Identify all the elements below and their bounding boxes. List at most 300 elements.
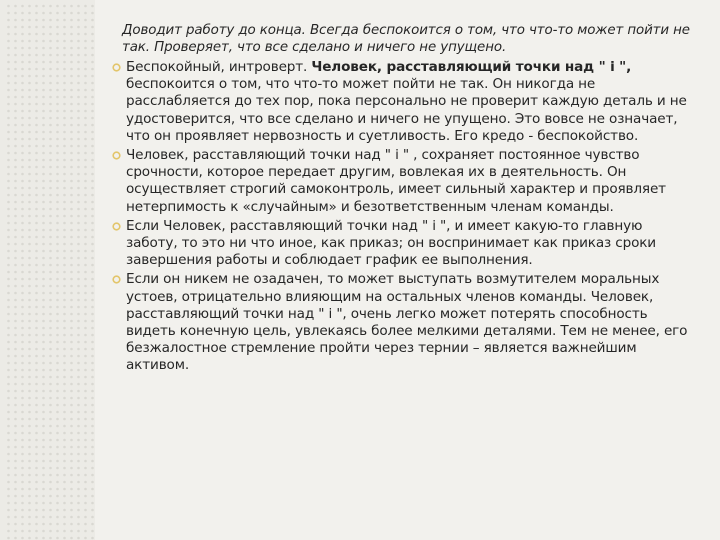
- pattern-dot: [28, 453, 31, 456]
- pattern-dot: [56, 467, 59, 470]
- pattern-dot: [49, 306, 52, 309]
- pattern-dot: [77, 467, 80, 470]
- pattern-dot: [70, 19, 73, 22]
- pattern-dot: [28, 313, 31, 316]
- pattern-dot: [14, 166, 17, 169]
- pattern-dot: [42, 334, 45, 337]
- pattern-dot: [84, 103, 87, 106]
- pattern-dot: [70, 313, 73, 316]
- pattern-dot: [70, 509, 73, 512]
- pattern-dot: [35, 257, 38, 260]
- pattern-dot: [77, 187, 80, 190]
- pattern-dot: [42, 502, 45, 505]
- pattern-dot: [7, 474, 10, 477]
- pattern-dot: [77, 40, 80, 43]
- pattern-dot: [7, 166, 10, 169]
- pattern-dot: [63, 124, 66, 127]
- pattern-dot: [56, 411, 59, 414]
- pattern-dot: [63, 495, 66, 498]
- pattern-dot: [28, 82, 31, 85]
- pattern-dot: [49, 110, 52, 113]
- pattern-dot: [28, 292, 31, 295]
- pattern-dot: [14, 523, 17, 526]
- pattern-dot: [14, 411, 17, 414]
- pattern-dot: [49, 89, 52, 92]
- pattern-dot: [42, 327, 45, 330]
- pattern-dot: [28, 229, 31, 232]
- pattern-dot: [63, 47, 66, 50]
- pattern-dot: [49, 320, 52, 323]
- pattern-dot: [56, 271, 59, 274]
- pattern-dot: [70, 173, 73, 176]
- pattern-dot: [21, 299, 24, 302]
- pattern-dot: [35, 348, 38, 351]
- pattern-dot: [35, 138, 38, 141]
- pattern-dot: [35, 243, 38, 246]
- pattern-dot: [70, 299, 73, 302]
- pattern-dot: [35, 187, 38, 190]
- pattern-dot: [91, 383, 94, 386]
- pattern-dot: [91, 313, 94, 316]
- pattern-dot: [28, 502, 31, 505]
- pattern-dot: [42, 208, 45, 211]
- pattern-dot: [91, 404, 94, 407]
- pattern-dot: [56, 383, 59, 386]
- pattern-dot: [84, 12, 87, 15]
- pattern-dot: [35, 131, 38, 134]
- pattern-dot: [63, 68, 66, 71]
- pattern-dot: [91, 5, 94, 8]
- pattern-dot: [70, 278, 73, 281]
- pattern-dot: [35, 110, 38, 113]
- pattern-dot: [28, 145, 31, 148]
- pattern-dot: [84, 453, 87, 456]
- pattern-dot: [77, 271, 80, 274]
- pattern-dot: [84, 54, 87, 57]
- pattern-dot: [28, 383, 31, 386]
- pattern-dot: [42, 187, 45, 190]
- pattern-dot: [56, 292, 59, 295]
- pattern-dot: [35, 509, 38, 512]
- pattern-dot: [14, 12, 17, 15]
- pattern-dot: [21, 264, 24, 267]
- pattern-dot: [14, 306, 17, 309]
- pattern-dot: [70, 131, 73, 134]
- pattern-dot: [49, 418, 52, 421]
- pattern-dot: [35, 481, 38, 484]
- pattern-dot: [63, 369, 66, 372]
- pattern-dot: [35, 495, 38, 498]
- pattern-dot: [42, 306, 45, 309]
- pattern-dot: [35, 327, 38, 330]
- pattern-dot: [14, 376, 17, 379]
- pattern-dot: [14, 285, 17, 288]
- pattern-dot: [42, 68, 45, 71]
- pattern-dot: [63, 75, 66, 78]
- pattern-dot: [14, 75, 17, 78]
- pattern-dot: [49, 313, 52, 316]
- pattern-dot: [28, 194, 31, 197]
- pattern-dot: [77, 75, 80, 78]
- pattern-dot: [84, 19, 87, 22]
- pattern-dot: [70, 348, 73, 351]
- pattern-dot: [56, 348, 59, 351]
- pattern-dot: [84, 383, 87, 386]
- pattern-dot: [21, 320, 24, 323]
- pattern-dot: [70, 159, 73, 162]
- pattern-dot: [7, 313, 10, 316]
- pattern-dot: [84, 75, 87, 78]
- pattern-dot: [21, 26, 24, 29]
- pattern-dot: [63, 33, 66, 36]
- pattern-dot: [7, 124, 10, 127]
- pattern-dot: [63, 481, 66, 484]
- pattern-dot: [77, 110, 80, 113]
- pattern-dot: [63, 467, 66, 470]
- pattern-dot: [77, 264, 80, 267]
- pattern-dot: [42, 446, 45, 449]
- pattern-dot: [14, 243, 17, 246]
- pattern-dot: [42, 271, 45, 274]
- pattern-dot: [21, 54, 24, 57]
- pattern-dot: [7, 110, 10, 113]
- pattern-dot: [42, 369, 45, 372]
- pattern-dot: [77, 481, 80, 484]
- pattern-dot: [63, 26, 66, 29]
- pattern-dot: [70, 523, 73, 526]
- pattern-dot: [70, 453, 73, 456]
- pattern-dot: [35, 334, 38, 337]
- pattern-dot: [84, 299, 87, 302]
- pattern-dot: [28, 376, 31, 379]
- pattern-dot: [56, 474, 59, 477]
- pattern-dot: [77, 208, 80, 211]
- pattern-dot: [7, 495, 10, 498]
- pattern-dot: [91, 26, 94, 29]
- pattern-dot: [70, 460, 73, 463]
- pattern-dot: [21, 117, 24, 120]
- pattern-dot: [91, 138, 94, 141]
- pattern-dot: [70, 257, 73, 260]
- pattern-dot: [42, 516, 45, 519]
- pattern-dot: [21, 208, 24, 211]
- pattern-dot: [70, 117, 73, 120]
- pattern-dot: [28, 201, 31, 204]
- pattern-dot: [28, 131, 31, 134]
- pattern-dot: [56, 33, 59, 36]
- pattern-dot: [56, 404, 59, 407]
- pattern-dot: [84, 488, 87, 491]
- pattern-dot: [77, 341, 80, 344]
- pattern-dot: [35, 341, 38, 344]
- pattern-dot: [84, 348, 87, 351]
- pattern-dot: [42, 495, 45, 498]
- pattern-dot: [84, 40, 87, 43]
- pattern-dot: [91, 103, 94, 106]
- pattern-dot: [56, 320, 59, 323]
- pattern-dot: [63, 250, 66, 253]
- pattern-dot: [70, 306, 73, 309]
- pattern-dot: [42, 460, 45, 463]
- pattern-dot: [42, 481, 45, 484]
- pattern-dot: [63, 180, 66, 183]
- pattern-dot: [63, 5, 66, 8]
- pattern-dot: [56, 96, 59, 99]
- pattern-dot: [35, 306, 38, 309]
- pattern-dot: [56, 397, 59, 400]
- pattern-dot: [14, 390, 17, 393]
- pattern-dot: [84, 313, 87, 316]
- pattern-dot: [84, 537, 87, 540]
- pattern-dot: [7, 467, 10, 470]
- pattern-dot: [56, 439, 59, 442]
- pattern-dot: [56, 61, 59, 64]
- pattern-dot: [14, 530, 17, 533]
- pattern-dot: [70, 292, 73, 295]
- pattern-dot: [56, 180, 59, 183]
- pattern-dot: [84, 5, 87, 8]
- pattern-dot: [70, 110, 73, 113]
- pattern-dot: [21, 362, 24, 365]
- pattern-dot: [49, 187, 52, 190]
- pattern-dot: [42, 355, 45, 358]
- pattern-dot: [56, 152, 59, 155]
- pattern-dot: [28, 173, 31, 176]
- pattern-dot: [21, 110, 24, 113]
- pattern-dot: [42, 530, 45, 533]
- pattern-dot: [42, 12, 45, 15]
- pattern-dot: [70, 61, 73, 64]
- pattern-dot: [77, 369, 80, 372]
- pattern-dot: [21, 313, 24, 316]
- pattern-dot: [63, 509, 66, 512]
- pattern-dot: [14, 425, 17, 428]
- pattern-dot: [70, 229, 73, 232]
- pattern-dot: [77, 425, 80, 428]
- pattern-dot: [14, 362, 17, 365]
- pattern-dot: [91, 131, 94, 134]
- pattern-dot: [70, 124, 73, 127]
- pattern-dot: [42, 397, 45, 400]
- pattern-dot: [7, 446, 10, 449]
- pattern-dot: [63, 187, 66, 190]
- pattern-dot: [63, 152, 66, 155]
- pattern-dot: [21, 369, 24, 372]
- pattern-dot: [42, 47, 45, 50]
- pattern-dot: [70, 5, 73, 8]
- pattern-dot: [77, 460, 80, 463]
- pattern-dot: [49, 488, 52, 491]
- pattern-dot: [91, 40, 94, 43]
- pattern-dot: [63, 285, 66, 288]
- pattern-dot: [56, 5, 59, 8]
- pattern-dot: [91, 257, 94, 260]
- pattern-dot: [63, 243, 66, 246]
- pattern-dot: [7, 5, 10, 8]
- pattern-dot: [77, 376, 80, 379]
- pattern-dot: [14, 257, 17, 260]
- pattern-dot: [49, 502, 52, 505]
- pattern-dot: [63, 194, 66, 197]
- pattern-dot: [91, 299, 94, 302]
- pattern-dot: [35, 159, 38, 162]
- pattern-dot: [84, 257, 87, 260]
- pattern-dot: [21, 103, 24, 106]
- pattern-dot: [70, 537, 73, 540]
- pattern-dot: [70, 54, 73, 57]
- pattern-dot: [14, 467, 17, 470]
- pattern-dot: [7, 292, 10, 295]
- pattern-dot: [84, 82, 87, 85]
- pattern-dot: [7, 488, 10, 491]
- pattern-dot: [49, 271, 52, 274]
- pattern-dot: [56, 264, 59, 267]
- pattern-dot: [28, 215, 31, 218]
- pattern-dot: [21, 229, 24, 232]
- pattern-dot: [7, 47, 10, 50]
- pattern-dot: [28, 236, 31, 239]
- pattern-dot: [14, 208, 17, 211]
- pattern-dot: [56, 481, 59, 484]
- pattern-dot: [14, 152, 17, 155]
- pattern-dot: [84, 222, 87, 225]
- pattern-dot: [84, 474, 87, 477]
- pattern-dot: [91, 530, 94, 533]
- pattern-dot: [7, 208, 10, 211]
- pattern-dot: [84, 460, 87, 463]
- pattern-dot: [63, 173, 66, 176]
- pattern-dot: [28, 348, 31, 351]
- pattern-dot: [84, 411, 87, 414]
- pattern-dot: [56, 229, 59, 232]
- pattern-dot: [7, 334, 10, 337]
- pattern-dot: [35, 292, 38, 295]
- pattern-dot: [63, 166, 66, 169]
- pattern-dot: [63, 355, 66, 358]
- pattern-dot: [91, 152, 94, 155]
- pattern-dot: [28, 523, 31, 526]
- pattern-dot: [77, 19, 80, 22]
- pattern-dot: [91, 208, 94, 211]
- pattern-dot: [63, 530, 66, 533]
- pattern-dot: [84, 369, 87, 372]
- pattern-dot: [21, 82, 24, 85]
- pattern-dot: [91, 495, 94, 498]
- pattern-dot: [28, 250, 31, 253]
- pattern-dot: [35, 201, 38, 204]
- pattern-dot: [28, 89, 31, 92]
- pattern-dot: [49, 229, 52, 232]
- pattern-dot: [70, 362, 73, 365]
- pattern-dot: [70, 187, 73, 190]
- pattern-dot: [70, 495, 73, 498]
- pattern-dot: [49, 369, 52, 372]
- pattern-dot: [35, 194, 38, 197]
- pattern-dot: [77, 201, 80, 204]
- pattern-dot: [7, 390, 10, 393]
- pattern-dot: [77, 362, 80, 365]
- pattern-dot: [21, 425, 24, 428]
- pattern-dot: [14, 82, 17, 85]
- pattern-dot: [63, 222, 66, 225]
- pattern-dot: [35, 474, 38, 477]
- pattern-dot: [91, 369, 94, 372]
- pattern-dot: [21, 411, 24, 414]
- pattern-dot: [28, 530, 31, 533]
- pattern-dot: [49, 40, 52, 43]
- paragraph-2-text: Человек, расставляющий точки над " i " , сохраняет постоянное чувство срочности, которое передает другим, вовлекая их в деятельность. Он осуществляет строгий самоконтроль, имеет сильный характер и проявляет нетерпимость к «случайным» и безответственным членам команды.: [126, 147, 666, 215]
- paragraph-3: [112, 218, 692, 270]
- pattern-dot: [77, 418, 80, 421]
- pattern-dot: [56, 173, 59, 176]
- pattern-dot: [56, 418, 59, 421]
- pattern-dot: [42, 173, 45, 176]
- pattern-dot: [56, 68, 59, 71]
- pattern-dot: [21, 236, 24, 239]
- pattern-dot: [91, 334, 94, 337]
- pattern-dot: [14, 124, 17, 127]
- pattern-dot: [56, 194, 59, 197]
- pattern-dot: [70, 446, 73, 449]
- pattern-dot: [91, 411, 94, 414]
- pattern-dot: [84, 390, 87, 393]
- pattern-dot: [84, 341, 87, 344]
- pattern-dot: [7, 138, 10, 141]
- pattern-dot: [91, 19, 94, 22]
- pattern-dot: [56, 453, 59, 456]
- pattern-dot: [14, 19, 17, 22]
- pattern-dot: [63, 96, 66, 99]
- pattern-dot: [28, 390, 31, 393]
- pattern-dot: [35, 313, 38, 316]
- pattern-dot: [77, 138, 80, 141]
- pattern-dot: [77, 509, 80, 512]
- pattern-dot: [70, 502, 73, 505]
- pattern-dot: [56, 26, 59, 29]
- pattern-dot: [63, 110, 66, 113]
- pattern-dot: [42, 236, 45, 239]
- pattern-dot: [28, 306, 31, 309]
- pattern-dot: [49, 383, 52, 386]
- pattern-dot: [7, 348, 10, 351]
- pattern-dot: [42, 467, 45, 470]
- pattern-dot: [28, 495, 31, 498]
- pattern-dot: [91, 474, 94, 477]
- pattern-dot: [91, 250, 94, 253]
- pattern-dot: [42, 117, 45, 120]
- pattern-dot: [91, 355, 94, 358]
- pattern-dot: [35, 320, 38, 323]
- pattern-dot: [35, 33, 38, 36]
- pattern-dot: [91, 488, 94, 491]
- pattern-dot: [14, 278, 17, 281]
- pattern-dot: [70, 222, 73, 225]
- pattern-dot: [7, 418, 10, 421]
- pattern-dot: [91, 509, 94, 512]
- pattern-dot: [49, 82, 52, 85]
- pattern-dot: [70, 215, 73, 218]
- pattern-dot: [70, 208, 73, 211]
- pattern-dot: [56, 355, 59, 358]
- bullet-icon: [112, 275, 121, 284]
- pattern-dot: [56, 117, 59, 120]
- pattern-dot: [49, 47, 52, 50]
- pattern-dot: [42, 425, 45, 428]
- pattern-dot: [84, 362, 87, 365]
- pattern-dot: [63, 278, 66, 281]
- pattern-dot: [63, 362, 66, 365]
- pattern-dot: [14, 439, 17, 442]
